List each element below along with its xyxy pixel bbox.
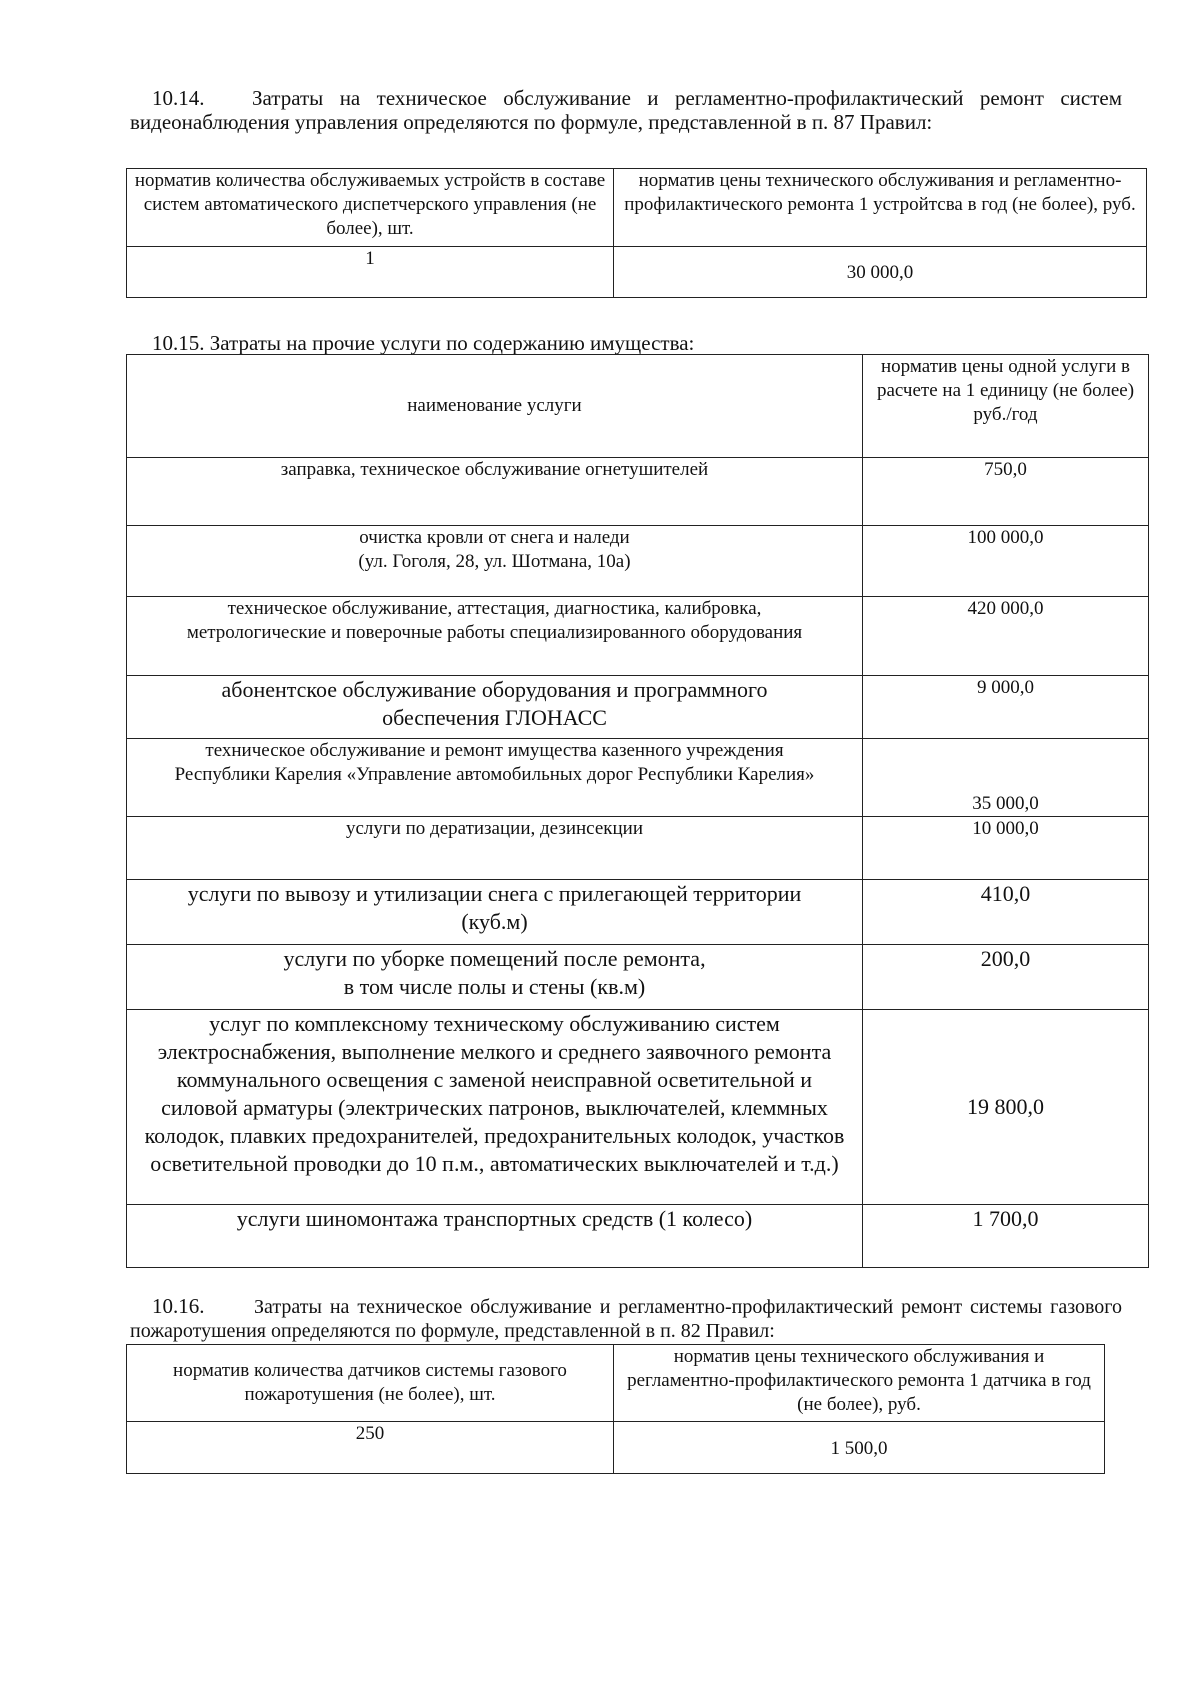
service-price: 35 000,0 bbox=[863, 739, 1149, 817]
table-row bbox=[127, 1010, 1149, 1205]
service-name: услуги по вывозу и утилизации снега с прилегающей территории (куб.м) bbox=[127, 880, 863, 945]
table-10-14-data-row bbox=[127, 247, 1147, 298]
table-10-15-header-price: норматив цены одной услуги в расчете на 1 единицу (не более) руб./год bbox=[863, 355, 1149, 458]
service-name bbox=[127, 526, 863, 597]
table-row bbox=[127, 597, 1149, 676]
service-price: 1 700,0 bbox=[863, 1205, 1149, 1268]
service-name-line-2: (ул. Гоголя, 28, ул. Шотмана, 10а) bbox=[358, 551, 631, 572]
section-10-16-paragraph bbox=[130, 1294, 1122, 1343]
table-10-14-header-row bbox=[127, 169, 1147, 247]
service-price: 750,0 bbox=[863, 458, 1149, 526]
section-10-14-number: 10.14. bbox=[152, 86, 205, 110]
table-10-16 bbox=[126, 1344, 1105, 1474]
table-10-15 bbox=[126, 354, 1149, 1268]
service-price: 200,0 bbox=[863, 945, 1149, 1010]
service-price: 420 000,0 bbox=[863, 597, 1149, 676]
table-row bbox=[127, 526, 1149, 597]
table-10-14-price-value: 30 000,0 bbox=[614, 247, 1147, 298]
service-price: 9 000,0 bbox=[863, 676, 1149, 739]
service-price: 410,0 bbox=[863, 880, 1149, 945]
section-10-16-number: 10.16. bbox=[152, 1294, 205, 1318]
service-name: абонентское обслуживание оборудования и программного обеспечения ГЛОНАСС bbox=[127, 676, 863, 739]
table-10-15-header-row bbox=[127, 355, 1149, 458]
service-name: техническое обслуживание и ремонт имущества казенного учреждения Республики Карелия «Управление автомобильных дорог Республики Карелия» bbox=[127, 739, 863, 817]
service-price: 100 000,0 bbox=[863, 526, 1149, 597]
service-price: 19 800,0 bbox=[863, 1010, 1149, 1205]
service-name-line-1: услуги по уборке помещений после ремонта, bbox=[283, 946, 706, 971]
table-10-14 bbox=[126, 168, 1147, 298]
section-10-15-title: 10.15. Затраты на прочие услуги по содержанию имущества: bbox=[152, 331, 695, 355]
service-name bbox=[127, 945, 863, 1010]
service-name: заправка, техническое обслуживание огнетушителей bbox=[127, 458, 863, 526]
table-10-16-data-row bbox=[127, 1422, 1105, 1474]
table-row bbox=[127, 880, 1149, 945]
table-10-16-header-row bbox=[127, 1345, 1105, 1422]
service-name-line-1: очистка кровли от снега и наледи bbox=[359, 527, 630, 548]
table-10-14-header-price: норматив цены технического обслуживания и регламентно-профилактического ремонта 1 устройтсва в год (не более), руб. bbox=[614, 169, 1147, 247]
section-10-14-text: Затраты на техническое обслуживание и регламентно-профилактический ремонт систем видеонаблюдения управления определяются по формуле, представленной в п. 87 Правил: bbox=[130, 86, 1122, 134]
table-row bbox=[127, 458, 1149, 526]
table-10-14-quantity-value: 1 bbox=[127, 247, 614, 298]
section-10-16-text: Затраты на техническое обслуживание и регламентно-профилактический ремонт системы газового пожаротушения определяются по формуле, представленной в п. 82 Правил: bbox=[130, 1296, 1122, 1342]
table-row bbox=[127, 676, 1149, 739]
table-row bbox=[127, 945, 1149, 1010]
service-name: техническое обслуживание, аттестация, диагностика, калибровка, метрологические и поверочные работы специализированного оборудования bbox=[127, 597, 863, 676]
service-name: услуг по комплексному техническому обслуживанию систем электроснабжения, выполнение мелкого и среднего заявочного ремонта коммунального освещения с заменой неисправной осветительной и силовой арматуры (электрических патронов, выключателей, клеммных колодок, плавких предохранителей, предохранительных колодок, участков осветительной проводки до 10 п.м., автоматических выключателей и т.д.) bbox=[127, 1010, 863, 1205]
service-name: услуги по дератизации, дезинсекции bbox=[127, 817, 863, 880]
section-10-14-paragraph bbox=[130, 86, 1122, 134]
table-row bbox=[127, 1205, 1149, 1268]
service-price: 10 000,0 bbox=[863, 817, 1149, 880]
table-10-15-header-service: наименование услуги bbox=[127, 355, 863, 458]
table-row bbox=[127, 817, 1149, 880]
table-10-16-quantity-value: 250 bbox=[127, 1422, 614, 1474]
table-10-16-price-value: 1 500,0 bbox=[614, 1422, 1105, 1474]
table-row bbox=[127, 739, 1149, 817]
table-10-16-header-price: норматив цены технического обслуживания и регламентно-профилактического ремонта 1 датчика в год (не более), руб. bbox=[614, 1345, 1105, 1422]
service-name-line-2: в том числе полы и стены (кв.м) bbox=[343, 974, 646, 999]
service-name: услуги шиномонтажа транспортных средств (1 колесо) bbox=[127, 1205, 863, 1268]
table-10-14-header-quantity: норматив количества обслуживаемых устройств в составе систем автоматического диспетчерского управления (не более), шт. bbox=[127, 169, 614, 247]
table-10-16-header-quantity: норматив количества датчиков системы газового пожаротушения (не более), шт. bbox=[127, 1345, 614, 1422]
